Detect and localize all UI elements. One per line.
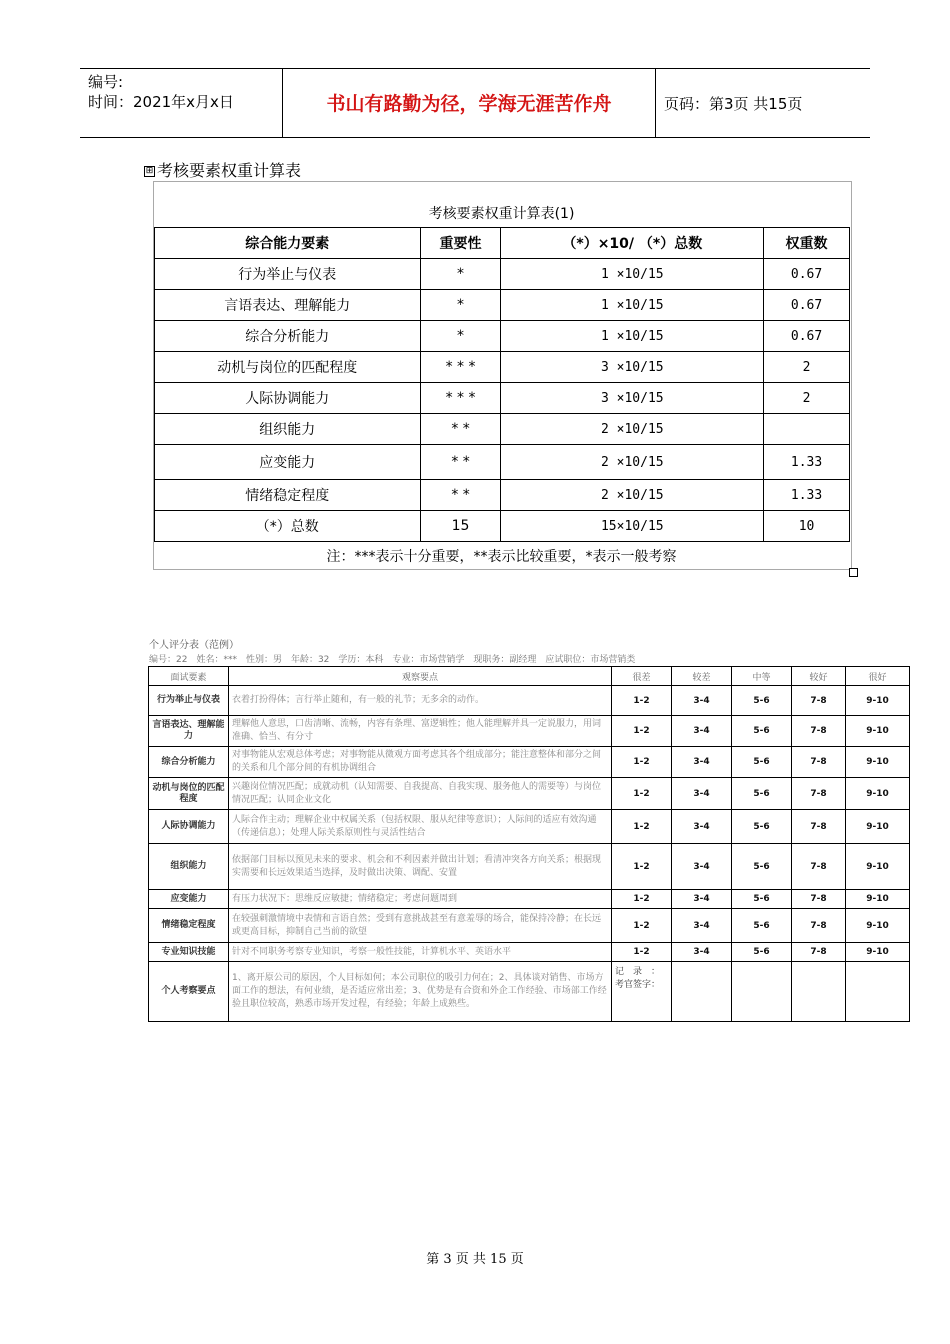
factor-cell: 组织能力	[155, 414, 421, 445]
weight-cell: 0.67	[764, 290, 850, 321]
score-cell: 9-10	[846, 844, 910, 890]
column-header: （*）×10/ （*）总数	[501, 228, 764, 259]
table-row	[155, 259, 850, 290]
formula-cell: 3 ×10/15	[501, 352, 764, 383]
table-resize-handle[interactable]	[849, 568, 858, 577]
factor-cell: 综合分析能力	[155, 321, 421, 352]
weight-calc-table	[154, 227, 850, 542]
score-cell: 1-2	[612, 890, 672, 909]
score-cell: 9-10	[846, 890, 910, 909]
table2-caption: 个人评分表（范例）	[149, 640, 239, 651]
importance-cell: 15	[420, 511, 501, 542]
weight-cell: 1.33	[764, 480, 850, 511]
score-cell: 3-4	[672, 909, 732, 943]
score-cell: 5-6	[732, 909, 792, 943]
column-header: 观察要点	[229, 667, 612, 686]
table-row	[149, 943, 910, 962]
score-cell: 1-2	[612, 778, 672, 810]
factor-cell: 组织能力	[149, 844, 229, 890]
score-cell: 5-6	[732, 716, 792, 747]
factor-cell: 人际协调能力	[155, 383, 421, 414]
score-cell: 7-8	[792, 686, 846, 716]
formula-cell: 15×10/15	[501, 511, 764, 542]
table-row	[149, 844, 910, 890]
table-row	[149, 909, 910, 943]
score-cell: 1-2	[612, 686, 672, 716]
formula-cell: 1 ×10/15	[501, 259, 764, 290]
formula-cell: 1 ×10/15	[501, 321, 764, 352]
score-cell: 3-4	[672, 747, 732, 778]
observation-cell: 针对不同职务考察专业知识，考察一般性技能，计算机水平、英语水平	[229, 943, 612, 962]
score-cell: 9-10	[846, 747, 910, 778]
formula-cell: 2 ×10/15	[501, 445, 764, 480]
importance-cell: * * *	[420, 352, 501, 383]
score-cell: 7-8	[792, 778, 846, 810]
table-row	[149, 747, 910, 778]
score-cell: 9-10	[846, 909, 910, 943]
page-header	[80, 68, 870, 138]
formula-cell: 2 ×10/15	[501, 414, 764, 445]
score-cell: 1-2	[612, 943, 672, 962]
factor-cell: 言语表达、理解能力	[149, 716, 229, 747]
table-row	[149, 810, 910, 844]
observation-cell: 有压力状况下：思维反应敏捷；情绪稳定；考虑问题周到	[229, 890, 612, 909]
header-motto-cell	[282, 69, 656, 137]
table-header-row	[149, 667, 910, 686]
empty-cell	[672, 962, 732, 1022]
factor-cell: 行为举止与仪表	[155, 259, 421, 290]
score-cell: 3-4	[672, 890, 732, 909]
number-label: 编号:	[88, 73, 124, 91]
score-cell: 5-6	[732, 844, 792, 890]
column-header: 综合能力要素	[155, 228, 421, 259]
column-header: 较好	[792, 667, 846, 686]
weight-cell: 10	[764, 511, 850, 542]
score-cell: 3-4	[672, 810, 732, 844]
weight-cell: 0.67	[764, 321, 850, 352]
factor-cell: 动机与岗位的匹配程度	[155, 352, 421, 383]
score-cell: 5-6	[732, 943, 792, 962]
table-row	[155, 383, 850, 414]
score-cell: 5-6	[732, 686, 792, 716]
weight-cell: 1.33	[764, 445, 850, 480]
header-page-cell	[656, 69, 870, 137]
score-cell: 7-8	[792, 716, 846, 747]
table-row	[155, 290, 850, 321]
page-footer: 第 3 页 共 15 页	[426, 1252, 524, 1267]
weight-cell: 2	[764, 352, 850, 383]
score-cell: 1-2	[612, 747, 672, 778]
factor-cell: 行为举止与仪表	[149, 686, 229, 716]
score-cell: 3-4	[672, 943, 732, 962]
table-row	[149, 890, 910, 909]
score-cell: 9-10	[846, 716, 910, 747]
time-label: 时间：2021年x月x日	[88, 93, 234, 111]
personal-score-table	[148, 666, 910, 1022]
table-move-handle-icon[interactable]: ⊞	[145, 166, 154, 176]
table-row	[149, 962, 910, 1022]
score-cell: 5-6	[732, 890, 792, 909]
score-cell: 7-8	[792, 909, 846, 943]
score-cell: 9-10	[846, 686, 910, 716]
empty-cell	[732, 962, 792, 1022]
table-row	[155, 352, 850, 383]
importance-cell: * *	[420, 445, 501, 480]
table1-note: 注：***表示十分重要，**表示比较重要，*表示一般考察	[326, 549, 677, 565]
factor-cell: 动机与岗位的匹配程度	[149, 778, 229, 810]
factor-cell: 专业知识技能	[149, 943, 229, 962]
importance-cell: * * *	[420, 383, 501, 414]
empty-cell	[792, 962, 846, 1022]
column-header: 中等	[732, 667, 792, 686]
factor-cell: （*）总数	[155, 511, 421, 542]
score-cell: 3-4	[672, 844, 732, 890]
table-row	[149, 716, 910, 747]
score-cell: 5-6	[732, 778, 792, 810]
table1-caption: 考核要素权重计算表	[157, 161, 302, 180]
observation-cell: 在较强刺激情境中表情和言语自然；受到有意挑战甚至有意羞辱的场合，能保持冷静；在长远或更高目标，抑制自己当前的欲望	[229, 909, 612, 943]
factor-cell: 人际协调能力	[149, 810, 229, 844]
observation-cell: 对事物能从宏观总体考虑；对事物能从微观方面考虑其各个组成部分；能注意整体和部分之间的关系和几个部分间的有机协调组合	[229, 747, 612, 778]
importance-cell: *	[420, 290, 501, 321]
table-row	[149, 686, 910, 716]
record-signature-cell: 记 录 ：考官签字：	[612, 962, 672, 1022]
formula-cell: 2 ×10/15	[501, 480, 764, 511]
score-cell: 9-10	[846, 810, 910, 844]
score-cell: 7-8	[792, 810, 846, 844]
factor-cell: 个人考察要点	[149, 962, 229, 1022]
score-cell: 5-6	[732, 810, 792, 844]
score-cell: 1-2	[612, 716, 672, 747]
table1-title: 考核要素权重计算表(1)	[428, 206, 575, 222]
factor-cell: 言语表达、理解能力	[155, 290, 421, 321]
factor-cell: 综合分析能力	[149, 747, 229, 778]
table-row	[149, 778, 910, 810]
table-row	[155, 321, 850, 352]
score-cell: 5-6	[732, 747, 792, 778]
formula-cell: 1 ×10/15	[501, 290, 764, 321]
factor-cell: 情绪稳定程度	[155, 480, 421, 511]
weight-cell: 0.67	[764, 259, 850, 290]
table-row	[155, 480, 850, 511]
observation-cell: 1、离开原公司的原因，个人目标如何；本公司职位的吸引力何在；2、具体谈对销售、市场方面工作的想法，有何业绩，是否适应常出差；3、优势是有合资和外企工作经验、市场部工作经验且职位较高，熟悉市场开发过程，有经验；年龄上成熟些。	[229, 962, 612, 1022]
importance-cell: * *	[420, 480, 501, 511]
score-cell: 1-2	[612, 810, 672, 844]
column-header: 很好	[846, 667, 910, 686]
header-info-cell	[80, 69, 282, 137]
score-cell: 7-8	[792, 890, 846, 909]
factor-cell: 情绪稳定程度	[149, 909, 229, 943]
observation-cell: 兴趣岗位情况匹配；成就动机（认知需要、自我提高、自我实现、服务他人的需要等）与岗位情况匹配；认同企业文化	[229, 778, 612, 810]
table2-meta: 编号：22 姓名：*** 性别：男 年龄：32 学历：本科 专业：市场营销学 现职务：副经理 应试职位：市场营销类	[149, 655, 636, 665]
column-header: 权重数	[764, 228, 850, 259]
score-cell: 1-2	[612, 909, 672, 943]
factor-cell: 应变能力	[149, 890, 229, 909]
empty-cell	[846, 962, 910, 1022]
importance-cell: *	[420, 321, 501, 352]
importance-cell: * *	[420, 414, 501, 445]
score-cell: 7-8	[792, 844, 846, 890]
observation-cell: 理解他人意思，口齿清晰、流畅，内容有条理、富逻辑性；他人能理解并具一定说服力，用词准确、恰当、有分寸	[229, 716, 612, 747]
table-total-row	[155, 511, 850, 542]
factor-cell: 应变能力	[155, 445, 421, 480]
page-number-label: 页码：第3页 共15页	[664, 95, 803, 113]
observation-cell: 衣着打扮得体；言行举止随和，有一般的礼节；无多余的动作。	[229, 686, 612, 716]
motto-text: 书山有路勤为径，学海无涯苦作舟	[326, 93, 612, 115]
score-cell: 9-10	[846, 778, 910, 810]
score-cell: 9-10	[846, 943, 910, 962]
column-header: 面试要素	[149, 667, 229, 686]
score-cell: 7-8	[792, 943, 846, 962]
score-cell: 7-8	[792, 747, 846, 778]
column-header: 很差	[612, 667, 672, 686]
weight-cell	[764, 414, 850, 445]
column-header: 重要性	[420, 228, 501, 259]
score-cell: 3-4	[672, 686, 732, 716]
table-header-row	[155, 228, 850, 259]
formula-cell: 3 ×10/15	[501, 383, 764, 414]
observation-cell: 人际合作主动；理解企业中权属关系（包括权限、服从纪律等意识）；人际间的适应有效沟通（传递信息）；处理人际关系原则性与灵活性结合	[229, 810, 612, 844]
importance-cell: *	[420, 259, 501, 290]
score-cell: 3-4	[672, 716, 732, 747]
column-header: 较差	[672, 667, 732, 686]
score-cell: 3-4	[672, 778, 732, 810]
observation-cell: 依据部门目标以预见未来的要求、机会和不利因素并做出计划；看清冲突各方向关系；根据现实需要和长远效果适当选择，及时做出决策、调配、安置	[229, 844, 612, 890]
weight-cell: 2	[764, 383, 850, 414]
table-row	[155, 445, 850, 480]
score-cell: 1-2	[612, 844, 672, 890]
table-row	[155, 414, 850, 445]
